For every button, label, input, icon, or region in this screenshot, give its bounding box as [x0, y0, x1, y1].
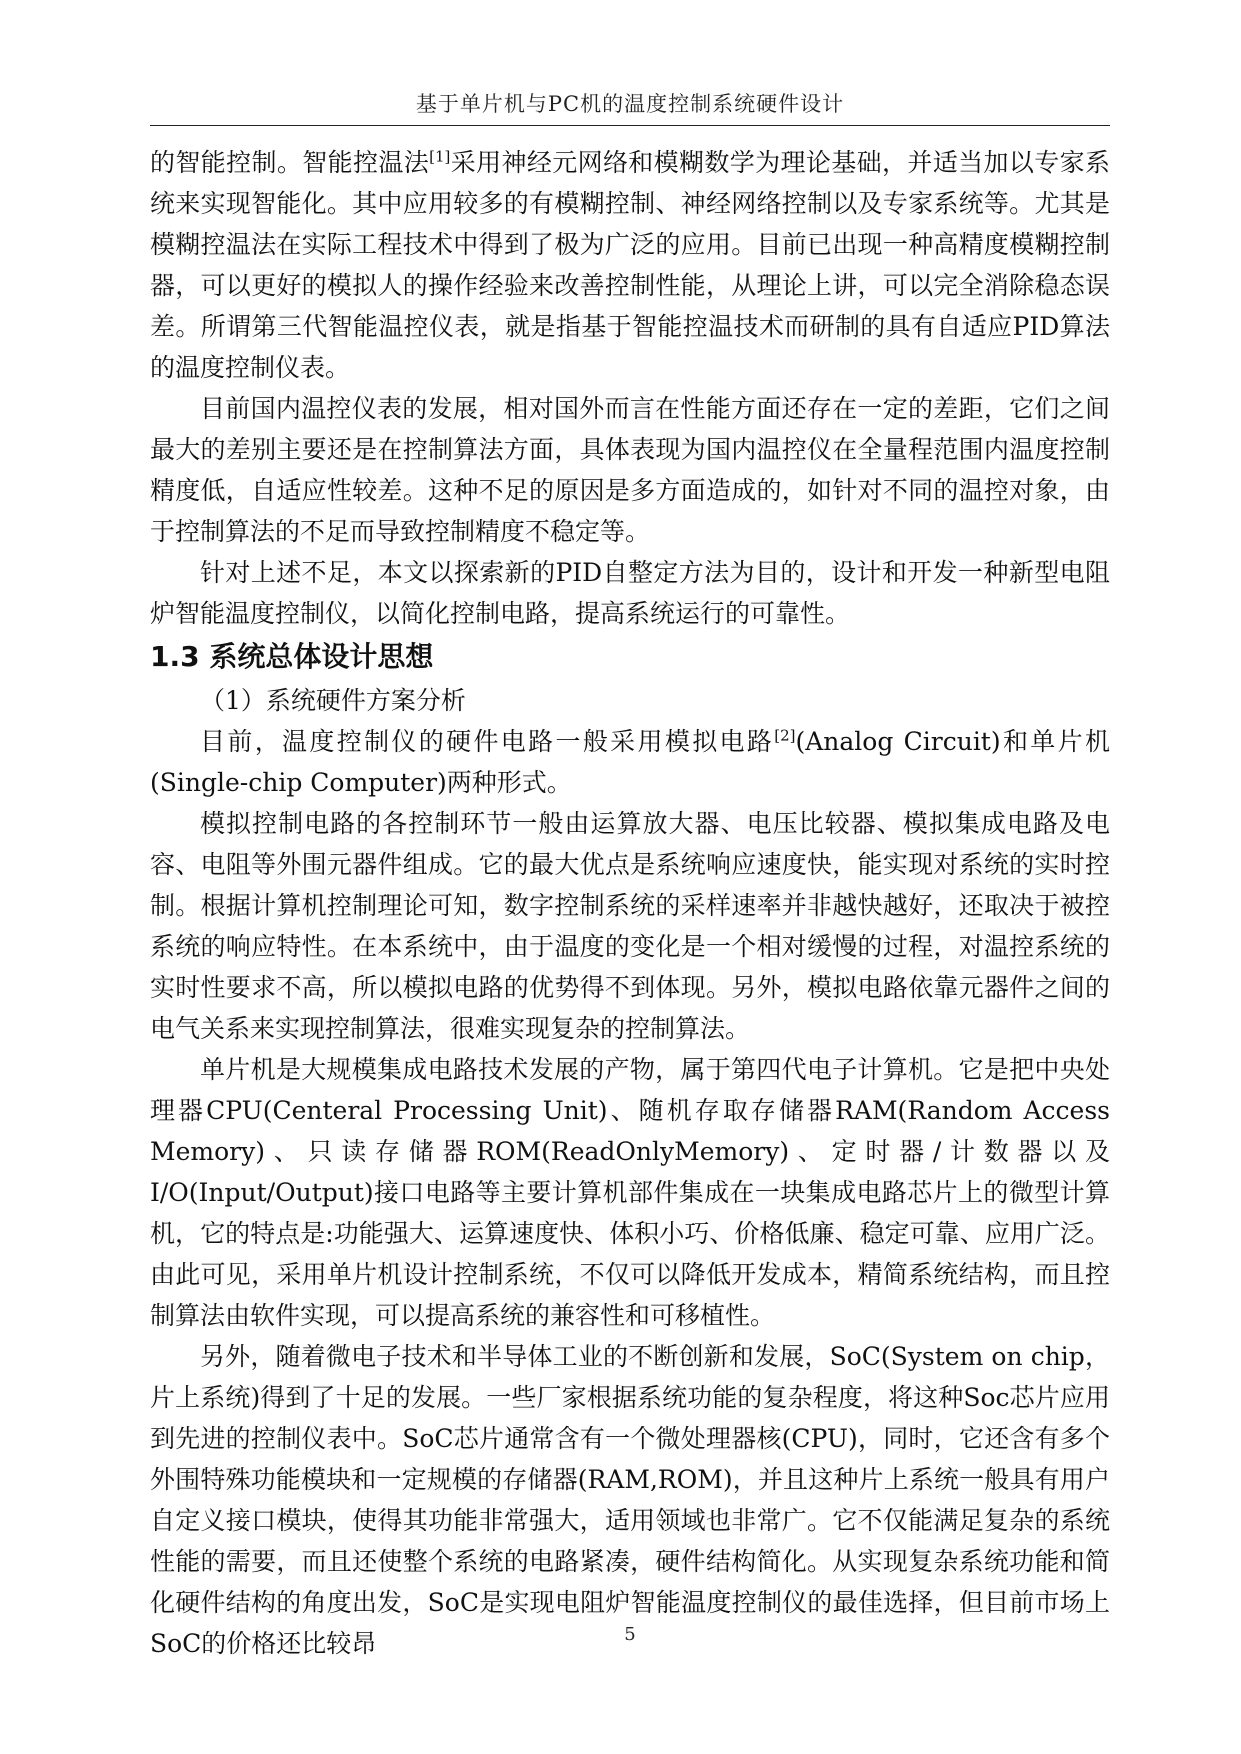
section-heading: 1.3 系统总体设计思想 [150, 640, 434, 673]
running-header: 基于单片机与PC机的温度控制系统硬件设计 [415, 92, 845, 116]
page-number: 5 [624, 1624, 636, 1645]
paragraph-6: 单片机是大规模集成电路技术发展的产物，属于第四代电子计算机。它是把中央处理器CPU(Centeral Processing Unit)、随机存取存储器RAM(Random Access Memory)、只读存储器ROM(ReadOnlyMemory)、定时器/计数器以及I/O(Input/Output)接口电路等主要计算机部件集成在一块集成电路芯片上的微型计算机，它的特点是:功能强大、运算速度快、体积小巧、价格低廉、稳定可靠、应用广泛。由此可见，采用单片机设计控制系统，不仅可以降低开发成本，精简系统结构，而且控制算法由软件实现，可以提高系统的兼容性和可移植性。 [150, 1055, 1110, 1330]
header-rule [150, 125, 1110, 126]
paragraph-7: 另外，随着微电子技术和半导体工业的不断创新和发展，SoC(System on chip，片上系统)得到了十足的发展。一些厂家根据系统功能的复杂程度，将这种Soc芯片应用到先进的控制仪表中。SoC芯片通常含有一个微处理器核(CPU)，同时，它还含有多个外围特殊功能模块和一定规模的存储器(RAM,ROM)，并且这种片上系统一般具有用户自定义接口模块，使得其功能非常强大，适用领域也非常广。它不仅能满足复杂的系统性能的需要，而且还使整个系统的电路紧凑，硬件结构简化。从实现复杂系统功能和简化硬件结构的角度出发，SoC是实现电阻炉智能温度控制仪的最佳选择，但目前市场上SoC的价格还比较昂 [150, 1342, 1110, 1658]
subheading: （1）系统硬件方案分析 [200, 686, 466, 715]
paragraph-3: 针对上述不足，本文以探索新的PID自整定方法为目的，设计和开发一种新型电阻炉智能温度控制仪，以简化控制电路，提高系统运行的可靠性。 [150, 558, 1110, 628]
paragraph-2: 目前国内温控仪表的发展，相对国外而言在性能方面还存在一定的差距，它们之间最大的差别主要还是在控制算法方面，具体表现为国内温控仪在全量程范围内温度控制精度低，自适应性较差。这种不足的原因是多方面造成的，如针对不同的温控对象，由于控制算法的不足而导致控制精度不稳定等。 [150, 394, 1110, 546]
paragraph-5: 模拟控制电路的各控制环节一般由运算放大器、电压比较器、模拟集成电路及电容、电阻等外围元器件组成。它的最大优点是系统响应速度快，能实现对系统的实时控制。根据计算机控制理论可知，数字控制系统的采样速率并非越快越好，还取决于被控系统的响应特性。在本系统中，由于温度的变化是一个相对缓慢的过程，对温控系统的实时性要求不高，所以模拟电路的优势得不到体现。另外，模拟电路依靠元器件之间的电气关系来实现控制算法，很难实现复杂的控制算法。 [150, 809, 1110, 1043]
paragraph-1: 的智能控制。智能控温法[1]采用神经元网络和模糊数学为理论基础，并适当加以专家系统来实现智能化。其中应用较多的有模糊控制、神经网络控制以及专家系统等。尤其是模糊控温法在实际工程技术中得到了极为广泛的应用。目前已出现一种高精度模糊控制器，可以更好的模拟人的操作经验来改善控制性能，从理论上讲，可以完全消除稳态误差。所谓第三代智能温控仪表，就是指基于智能控温技术而研制的具有自适应PID算法的温度控制仪表。 [150, 147, 1110, 382]
citation-2: [2] [774, 726, 796, 745]
citation-1: [1] [429, 147, 451, 166]
paragraph-4: 目前，温度控制仪的硬件电路一般采用模拟电路[2](Analog Circuit)和单片机(Single-chip Computer)两种形式。 [150, 726, 1110, 797]
body-text [150, 142, 1110, 1664]
